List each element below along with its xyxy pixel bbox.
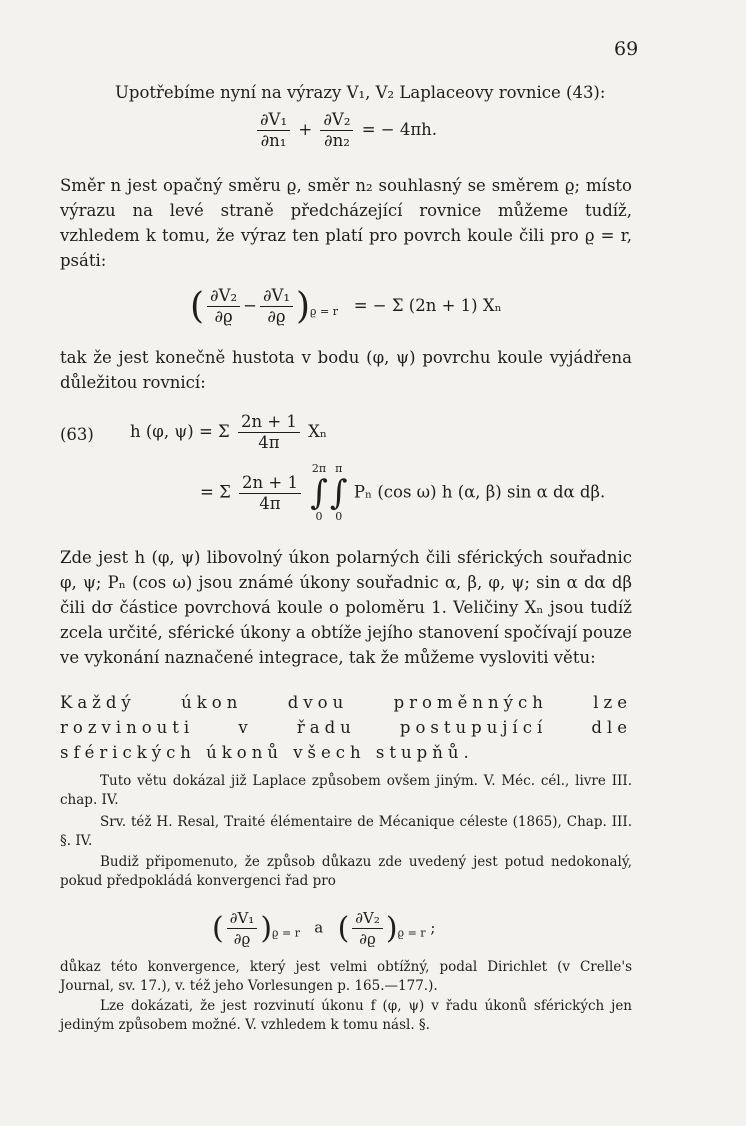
equation-63-line-1: h (φ, ψ) = Σ $\frac{2n + 1}{4\pi}$ Xₙ	[130, 412, 328, 452]
integral-inner: π ∫ 0	[329, 462, 348, 523]
footnote-convergence: Budiž připomenuto, že způsob důkazu zde uvedený jest potud nedokonalý, pokud předpokládá konvergenci řad pro	[60, 854, 632, 889]
fraction-1: $\frac{\text{∂V₁}}{\text{∂n₁}}$	[257, 110, 290, 151]
equation-laplace: $\frac{\text{∂V₁}}{\text{∂n₁}}$ + $\frac{\text{∂V₂}}{\text{∂n₂}}$ = − 4πh.	[254, 110, 437, 151]
integral-outer: 2π ∫ 0	[310, 462, 328, 523]
footnote-dirichlet: důkaz této konvergence, který jest velmi obtížný, podal Dirichlet (v Crelle's Journal, sv. 17.), v. též jeho Vorlesungen p. 165.—177.).	[60, 959, 632, 994]
fraction-2: $\frac{\text{∂V₂}}{\text{∂n₂}}$	[320, 110, 353, 151]
equation-63-line-2: = Σ $\frac{2n + 1}{4\pi}$ 2π ∫ 0 π ∫ 0 Pₙ (cos ω) h (α, β) sin α dα dβ.	[200, 462, 606, 523]
footnote-resal: Srv. též H. Resal, Traité élémentaire de Mécanique céleste (1865), Chap. III. §. IV.	[60, 814, 632, 849]
footnote-uniqueness: Lze dokázati, že jest rozvinutí úkonu f (φ, ψ) v řadu úkonů sférických jen jediným způsobem možné. V. vzhledem k tomu násl. §.	[60, 998, 632, 1033]
paragraph-direction: Směr n jest opačný směru ϱ, směr n₂ souhlasný se směrem ϱ; místo výrazu na levé straně předcházející rovnice můžeme tudíž, vzhledem k tomu, že výraz ten platí pro povrch koule čili pro ϱ = r, psáti:	[60, 176, 632, 270]
paragraph-explanation: Zde jest h (φ, ψ) libovolný úkon polarných čili sférických souřadnic φ, ψ; Pₙ (cos ω) jsou známé úkony souřadnic α, β, φ, ψ; sin α dα dβ čili dσ částice povrchová koule o poloměru 1. Veličiny Xₙ jsou tudíž zcela určité, sférické úkony a obtíže jejího stanovení spočívají pouze ve vykonání naznačené integrace, tak že můžeme vysloviti větu:	[60, 548, 632, 667]
footnote-laplace: Tuto větu dokázal již Laplace způsobem ovšem jiným. V. Méc. cél., livre III. chap. IV.	[60, 773, 632, 808]
equation-note: ( $\frac{\text{∂V₁}}{\partial ϱ}$ )$_{ϱ = r}$ a ( $\frac{\text{∂V₂}}{\partial ϱ}$ )$_{ϱ = r}$ ;	[212, 909, 436, 948]
theorem-statement: Každý úkon dvou proměnných lze rozvinouti v řadu postupující dle sférických úkonů všech stupňů.	[60, 693, 632, 762]
equation-number-63: (63)	[60, 425, 94, 444]
paragraph-density: tak že jest konečně hustota v bodu (φ, ψ) povrchu koule vyjádřena důležitou rovnicí:	[60, 348, 632, 392]
page-number: 69	[614, 38, 639, 60]
equation-derivative: ( $\frac{\text{∂V₂}}{\partial ϱ}$ − $\frac{\text{∂V₁}}{\partial ϱ}$ )$_{ϱ = r}$ = − Σ (2n + 1) Xₙ	[190, 286, 502, 327]
intro-sentence: Upotřebíme nyní na výrazy V₁, V₂ Laplaceovy rovnice (43):	[115, 83, 606, 102]
